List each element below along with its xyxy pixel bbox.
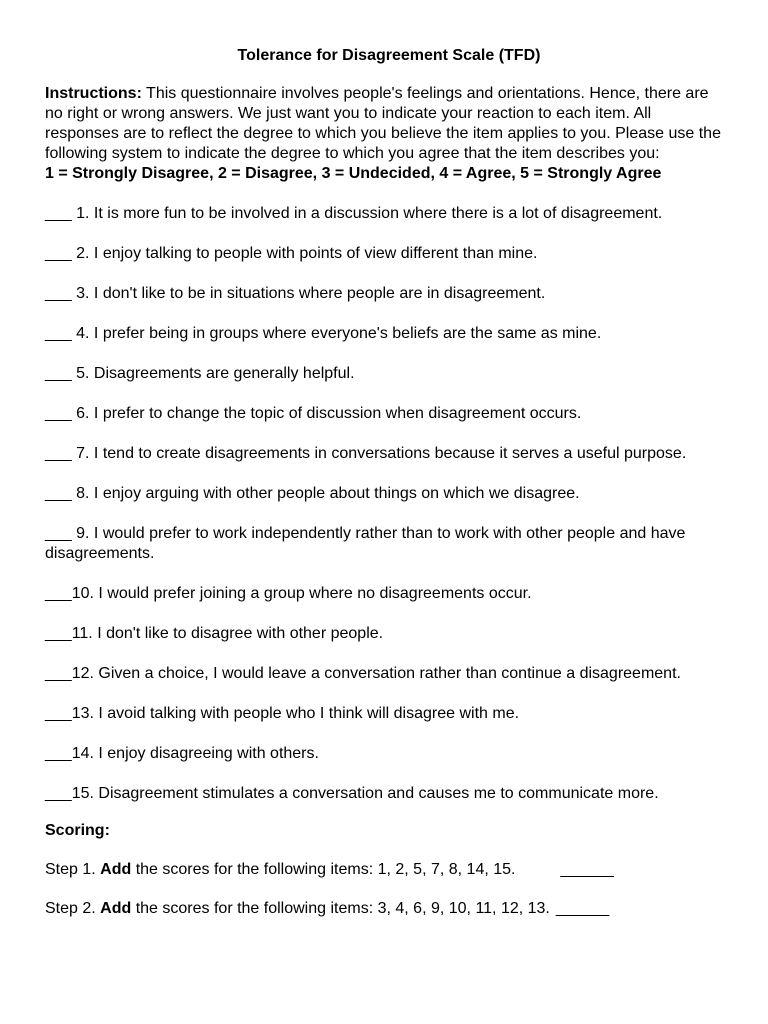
step-prefix: Step 2. <box>45 900 101 917</box>
step-prefix: Step 1. <box>45 861 101 878</box>
document-page <box>45 46 725 919</box>
list-item: ___ 5. Disagreements are generally helpful. <box>45 365 355 382</box>
list-item: ___ 7. I tend to create disagreements in conversations because it serves a useful purpose. <box>45 445 687 462</box>
instructions-text: This questionnaire involves people's feelings and orientations. Hence, there are no right or wrong answers. We just want you to indicate your reaction to each item. All responses are to reflect the degree to which you believe the item applies to you. Please use the following system to indicate the degree to which you agree that the item describes you: <box>45 85 721 162</box>
list-item: ___15. Disagreement stimulates a conversation and causes me to communicate more. <box>45 785 659 802</box>
list-item: ___ 3. I don't like to be in situations where people are in disagreement. <box>45 285 546 302</box>
list-item: ___ 4. I prefer being in groups where everyone's beliefs are the same as mine. <box>45 325 602 342</box>
scoring-step-1 <box>45 860 725 880</box>
list-item: ___11. I don't like to disagree with other people. <box>45 625 384 642</box>
list-item: ___ 2. I enjoy talking to people with points of view different than mine. <box>45 245 538 262</box>
list-item: ___10. I would prefer joining a group where no disagreements occur. <box>45 585 532 602</box>
score-blank: ______ <box>560 861 614 878</box>
list-item: ___14. I enjoy disagreeing with others. <box>45 745 319 762</box>
list-item: ___ 6. I prefer to change the topic of discussion when disagreement occurs. <box>45 405 582 422</box>
list-item: ___ 1. It is more fun to be involved in a discussion where there is a lot of disagreement. <box>45 205 663 222</box>
questionnaire-items <box>45 204 725 804</box>
document-title: Tolerance for Disagreement Scale (TFD) <box>237 47 541 64</box>
list-item: ___13. I avoid talking with people who I think will disagree with me. <box>45 705 520 722</box>
step-text: the scores for the following items: 3, 4, 6, 9, 10, 11, 12, 13. <box>131 900 550 917</box>
step-verb: Add <box>100 861 132 878</box>
step-text: the scores for the following items: 1, 2, 5, 7, 8, 14, 15. <box>131 861 516 878</box>
list-item: ___ 9. I would prefer to work independently rather than to work with other people and have disagreements. <box>45 525 686 562</box>
rating-scale: 1 = Strongly Disagree, 2 = Disagree, 3 = Undecided, 4 = Agree, 5 = Strongly Agree <box>45 165 662 182</box>
list-item: ___ 8. I enjoy arguing with other people about things on which we disagree. <box>45 485 580 502</box>
score-blank: ______ <box>555 900 610 917</box>
instructions-label: Instructions: <box>45 85 142 102</box>
scoring-heading: Scoring: <box>45 822 110 839</box>
list-item: ___12. Given a choice, I would leave a conversation rather than continue a disagreement. <box>45 665 681 682</box>
step-verb: Add <box>100 900 132 917</box>
scoring-step-2 <box>45 899 725 919</box>
instructions-paragraph <box>45 84 725 164</box>
